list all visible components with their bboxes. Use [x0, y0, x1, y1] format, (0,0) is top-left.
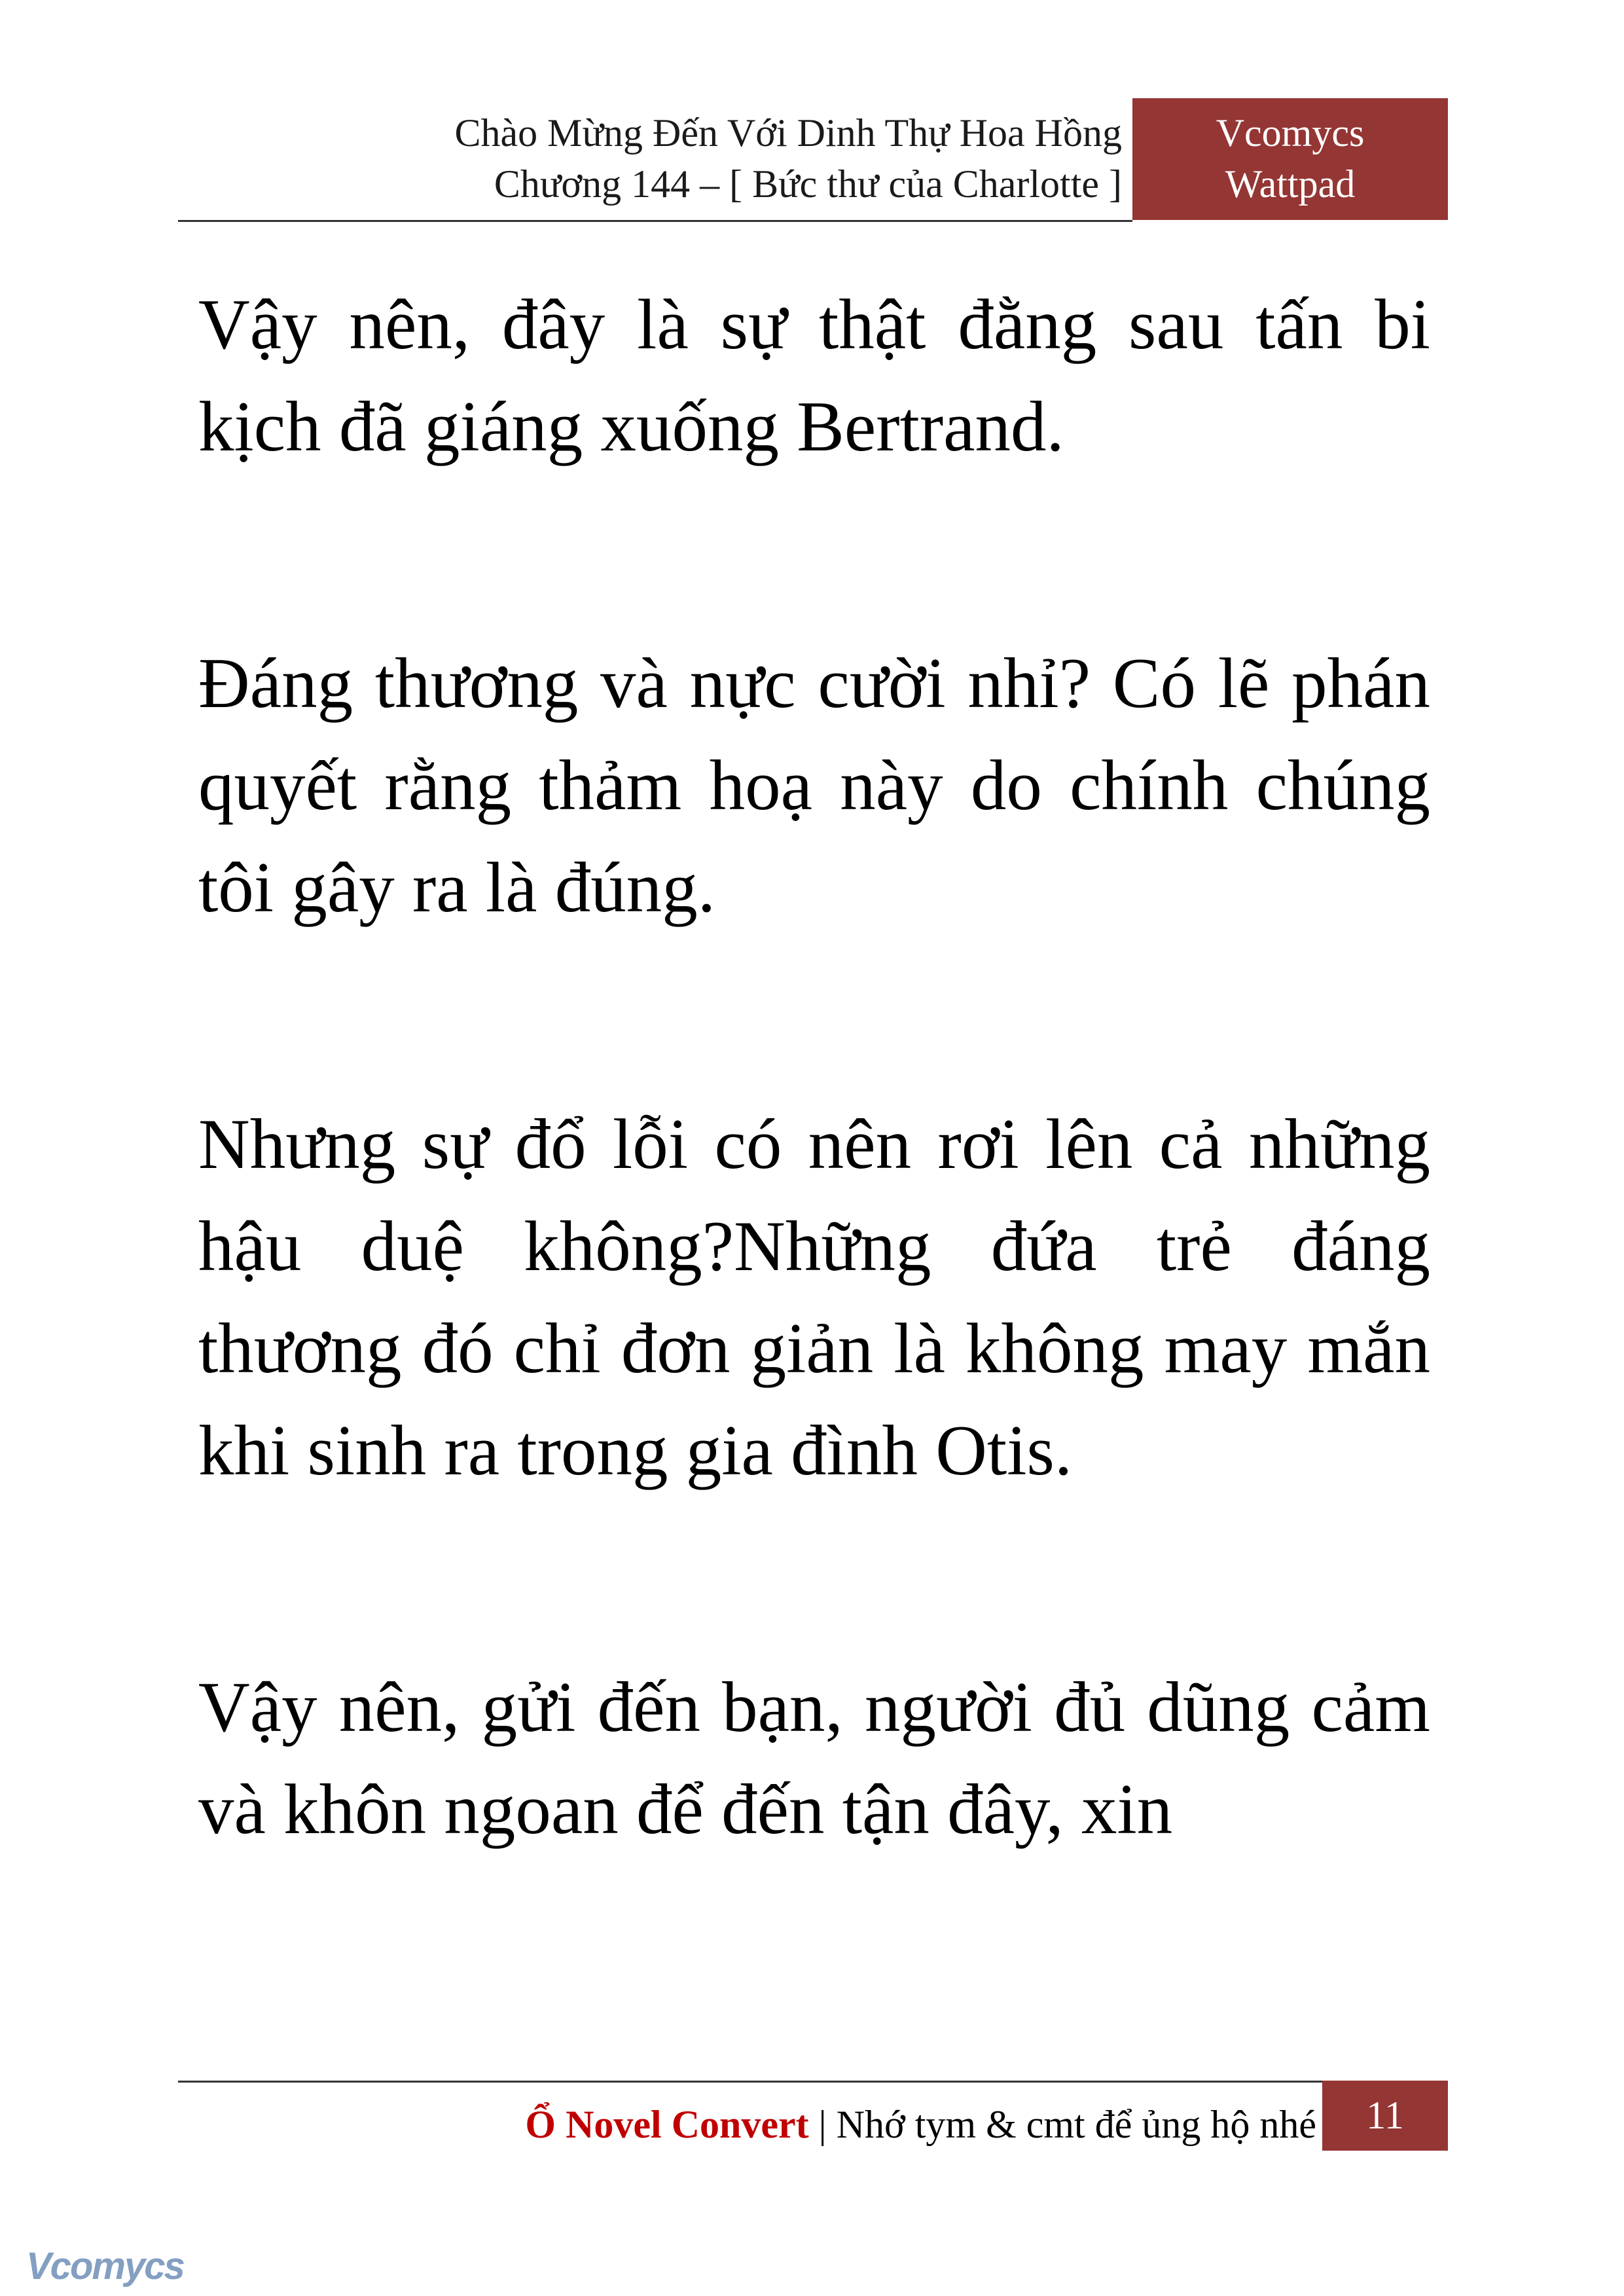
watermark-logo: Vcomycs [26, 2245, 184, 2287]
paragraph-3: Nhưng sự đổ lỗi có nên rơi lên cả những hậu duệ không?Những đứa trẻ đáng thương đó chỉ đơn giản là không may mắn khi sinh ra trong gia đình Otis. [198, 1104, 1430, 1490]
badge-line-1: Vcomycs [1216, 111, 1365, 155]
page-number: 11 [1322, 2081, 1448, 2151]
footer-separator: | [808, 2103, 837, 2146]
paragraph-4: Vậy nên, gửi đến bạn, người đủ dũng cảm và khôn ngoan để đến tận đây, xin [198, 1667, 1430, 1849]
badge-line-2: Wattpad [1225, 162, 1356, 206]
chapter-body [198, 274, 1430, 2015]
footer-message: Nhớ tym & cmt để ủng hộ nhé [836, 2103, 1316, 2146]
footer-divider [178, 2081, 1330, 2083]
header-titles [454, 107, 1122, 210]
footer-brand: Ổ Novel Convert [525, 2103, 809, 2146]
book-title: Chào Mừng Đến Với Dinh Thự Hoa Hồng [454, 111, 1122, 155]
page-header [178, 98, 1448, 221]
header-divider [178, 220, 1132, 222]
source-badge [1132, 98, 1448, 220]
paragraph-2: Đáng thương và nực cười nhỉ? Có lẽ phán quyết rằng thảm hoạ này do chính chúng tôi gây ra là đúng. [198, 644, 1430, 927]
page-footer [525, 2098, 1316, 2151]
paragraph-1: Vậy nên, đây là sự thật đằng sau tấn bi kịch đã giáng xuống Bertrand. [198, 285, 1430, 466]
chapter-title: Chương 144 – [ Bức thư của Charlotte ] [494, 162, 1122, 206]
